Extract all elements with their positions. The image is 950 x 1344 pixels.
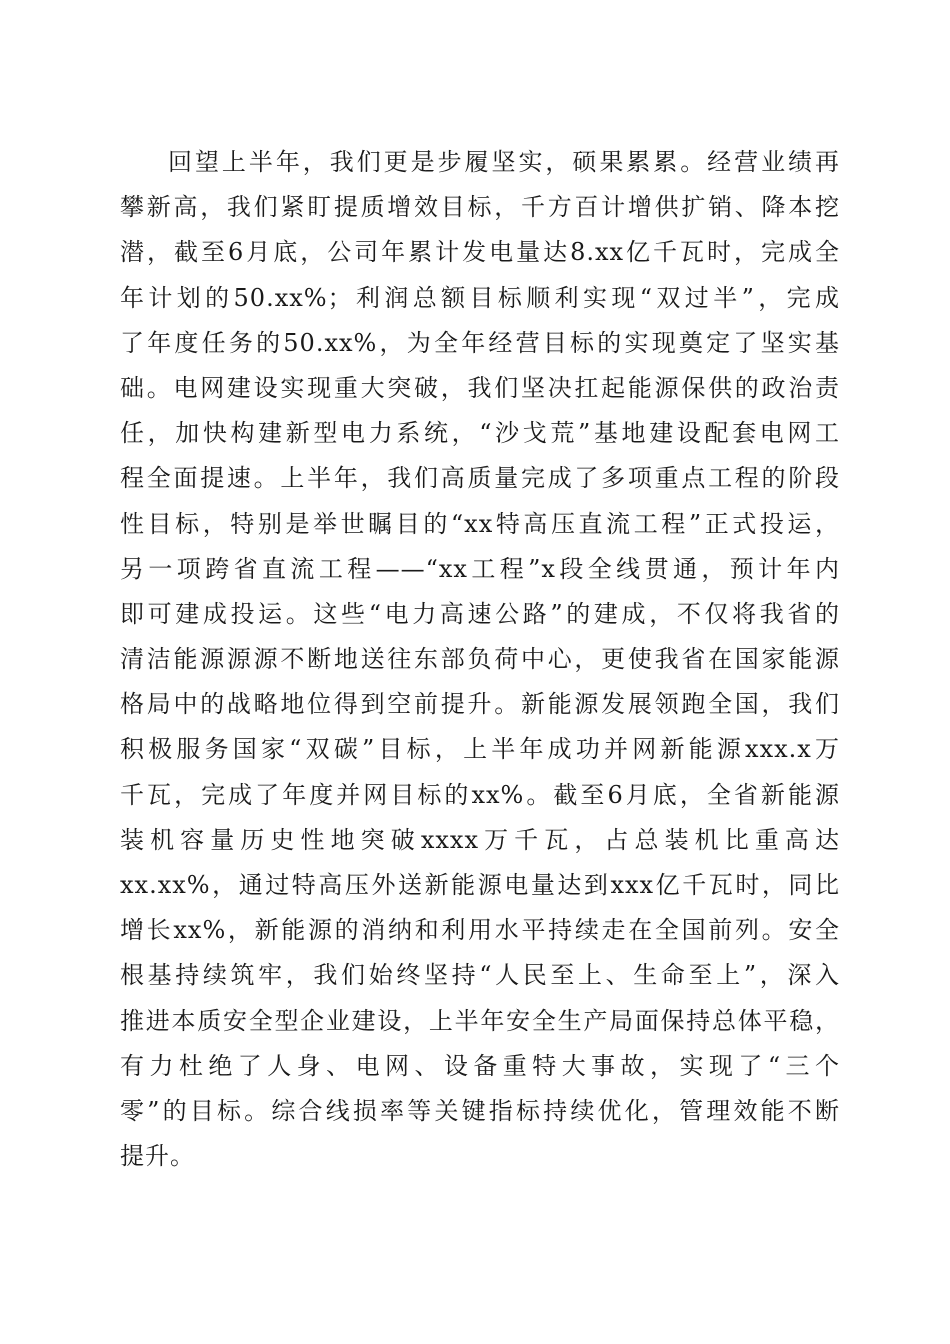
paragraph-line: 有力杜绝了人身、电网、设备重特大事故，实现了“三个 — [120, 1051, 840, 1080]
paragraph-line: 另一项跨省直流工程——“xx工程”x段全线贯通，预计年内 — [120, 554, 840, 583]
paragraph-line: 根基持续筑牢，我们始终坚持“人民至上、生命至上”，深入 — [120, 961, 840, 990]
paragraph-line: xx.xx%，通过特高压外送新能源电量达到xxx亿千瓦时，同比 — [120, 871, 840, 899]
paragraph-line: 年计划的50.xx%；利润总额目标顺利实现“双过半”，完成 — [120, 283, 840, 312]
paragraph-line: 增长xx%，新能源的消纳和利用水平持续走在全国前列。安全 — [120, 916, 840, 945]
paragraph-line: 推进本质安全型企业建设，上半年安全生产局面保持总体平稳， — [120, 1006, 840, 1035]
paragraph-line: 了年度任务的50.xx%，为全年经营目标的实现奠定了坚实基 — [120, 328, 840, 357]
paragraph-line: 任，加快构建新型电力系统，“沙戈荒”基地建设配套电网工 — [120, 419, 840, 448]
body-paragraph — [120, 140, 840, 1179]
paragraph-line: 攀新高，我们紧盯提质增效目标，千方百计增供扩销、降本挖 — [120, 193, 840, 222]
paragraph-line: 清洁能源源源不断地送往东部负荷中心，更使我省在国家能源 — [120, 645, 840, 674]
paragraph-line: 潜，截至6月底，公司年累计发电量达8.xx亿千瓦时，完成全 — [120, 238, 840, 267]
paragraph-line: 程全面提速。上半年，我们高质量完成了多项重点工程的阶段 — [120, 464, 840, 493]
paragraph-line: 装机容量历史性地突破xxxx万千瓦，占总装机比重高达 — [120, 825, 840, 854]
paragraph-line: 即可建成投运。这些“电力高速公路”的建成，不仅将我省的 — [120, 599, 840, 628]
paragraph-line: 积极服务国家“双碳”目标，上半年成功并网新能源xxx.x万 — [120, 735, 840, 764]
paragraph-line: 回望上半年，我们更是步履坚实，硕果累累。经营业绩再 — [168, 148, 840, 176]
paragraph-line: 础。电网建设实现重大突破，我们坚决扛起能源保供的政治责 — [120, 373, 840, 402]
paragraph-line: 提升。 — [120, 1142, 195, 1171]
paragraph-line: 格局中的战略地位得到空前提升。新能源发展领跑全国，我们 — [120, 690, 840, 719]
paragraph-line: 性目标，特别是举世瞩目的“xx特高压直流工程”正式投运， — [120, 509, 840, 538]
paragraph-line: 千瓦，完成了年度并网目标的xx%。截至6月底，全省新能源 — [120, 780, 840, 809]
paragraph-line: 零”的目标。综合线损率等关键指标持续优化，管理效能不断 — [120, 1096, 840, 1125]
